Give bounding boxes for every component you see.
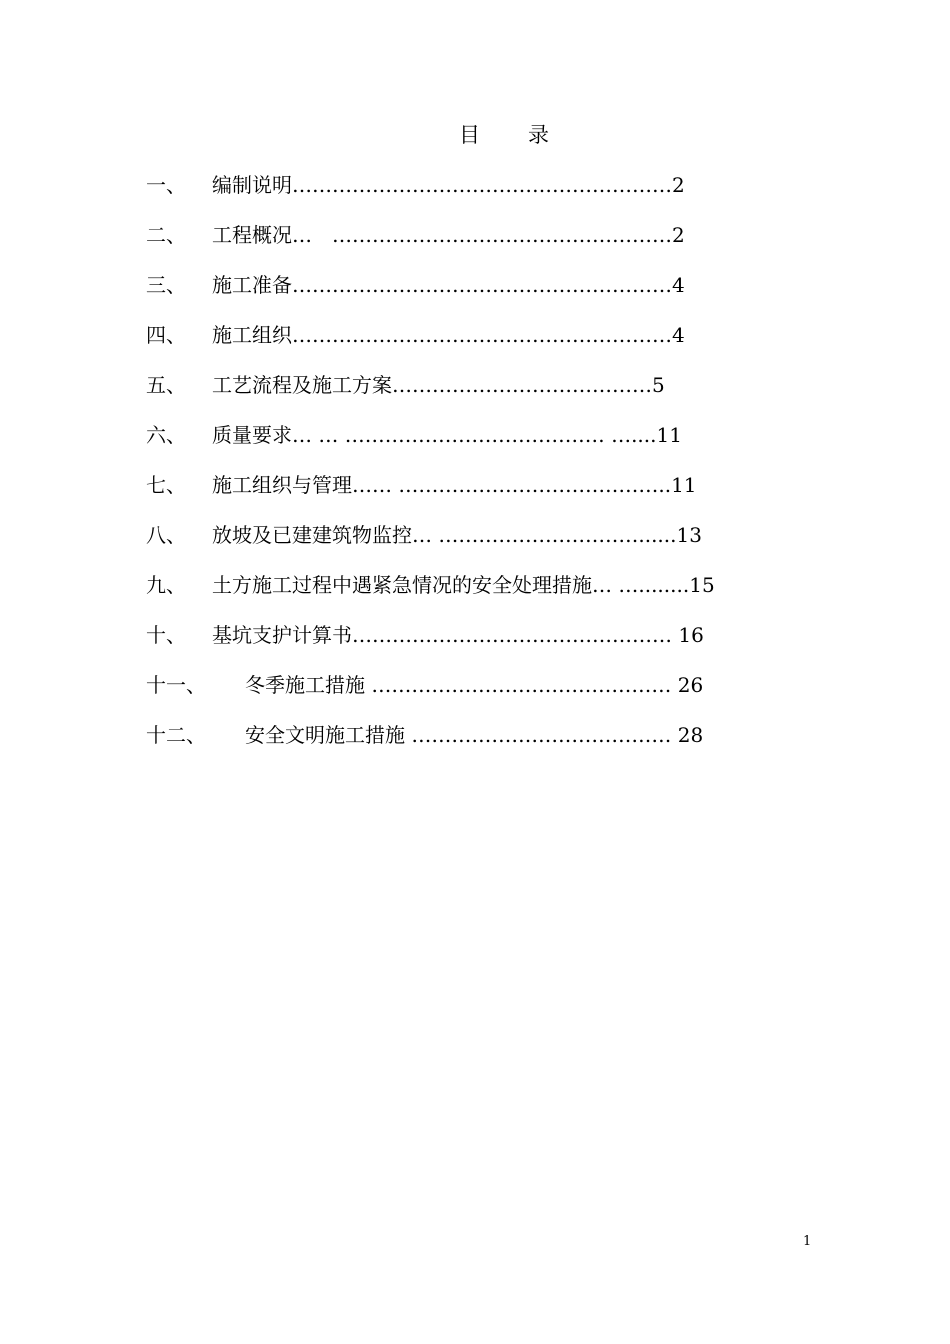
toc-entry-text: 基坑支护计算书………………………………………… 16: [212, 623, 704, 647]
toc-entry-number: 七、: [146, 473, 186, 497]
toc-entry-text: 施工组织…………………………………………………4: [212, 323, 685, 347]
toc-entry-text: 工程概况… ……………………………………………2: [212, 223, 685, 247]
toc-entry-number: 五、: [146, 373, 186, 397]
toc-entry: [0, 260, 950, 310]
toc-entry-text: 质量要求… … ………………………………… …....11: [212, 423, 682, 447]
toc-entry-number: 十、: [146, 623, 186, 647]
toc-entry-number: 二、: [146, 223, 186, 247]
toc-entry: [0, 310, 950, 360]
toc-entry-number: 十一、: [146, 673, 206, 697]
toc-title: [0, 118, 950, 152]
toc-entry: [0, 560, 950, 610]
toc-entry-text: 编制说明…………………………………………………2: [212, 173, 685, 197]
toc-entry-number: 十二、: [146, 723, 206, 747]
toc-entry-text: 工艺流程及施工方案…………………………………5: [212, 373, 665, 397]
toc-title-char-2: 录: [528, 123, 549, 147]
toc-entry: [0, 710, 950, 760]
toc-entry: [0, 410, 950, 460]
toc-entry: [0, 210, 950, 260]
toc-entry: [0, 610, 950, 660]
toc-entry-number: 三、: [146, 273, 186, 297]
toc-entry-text: 施工组织与管理…… …………………………………..11: [212, 473, 697, 497]
toc-entry-number: 六、: [146, 423, 186, 447]
toc-entry-text: 放坡及已建建筑物监控… …………………………......13: [212, 523, 702, 547]
toc-entry-number: 九、: [146, 573, 186, 597]
toc-entry-number: 八、: [146, 523, 186, 547]
toc-list: [0, 160, 950, 760]
toc-entry-number: 四、: [146, 323, 186, 347]
toc-entry: [0, 660, 950, 710]
toc-entry-text: 施工准备…………………………………………………4: [212, 273, 685, 297]
toc-entry: [0, 510, 950, 560]
toc-entry: [0, 460, 950, 510]
toc-entry-text: 安全文明施工措施 ………………………………… 28: [245, 723, 704, 747]
toc-entry: [0, 360, 950, 410]
toc-entry: [0, 160, 950, 210]
toc-entry-number: 一、: [146, 173, 186, 197]
toc-entry-text: 冬季施工措施 ……………………………………… 26: [245, 673, 704, 697]
toc-entry-text: 土方施工过程中遇紧急情况的安全处理措施… …........15: [212, 573, 715, 597]
page-number: 1: [803, 1234, 812, 1249]
toc-title-char-1: 目: [459, 123, 480, 147]
